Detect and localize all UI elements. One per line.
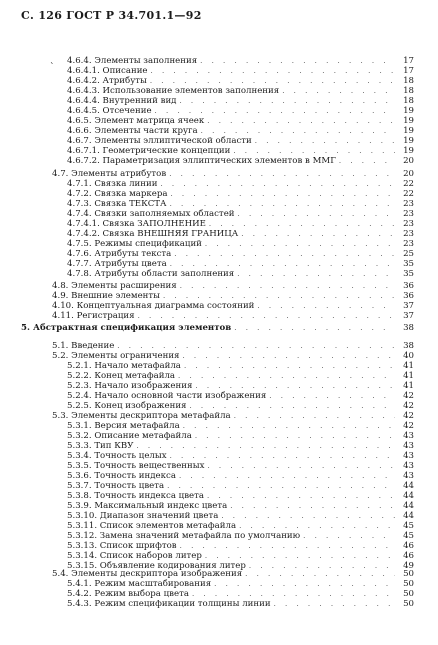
toc-entry: [67, 229, 414, 239]
toc-entry-label: 5.3.8. Точность индекса цвета: [67, 491, 204, 501]
dot-leader: [245, 569, 395, 579]
toc-entry-label: 4.6.4.2. Атрибуты: [67, 76, 147, 86]
toc-entry-label: 4.7.4.1. Связка ЗАПОЛНЕНИЕ: [67, 219, 206, 229]
toc-entry-label: 4.6.6. Элементы части круга: [67, 126, 198, 136]
toc-entry-page: 41: [403, 381, 414, 391]
dot-leader: [136, 441, 395, 451]
toc-entry-page: 37: [403, 311, 414, 321]
dot-leader: [233, 146, 395, 156]
dot-leader: [160, 179, 395, 189]
dot-leader: [207, 116, 395, 126]
toc-entry-page: 43: [403, 431, 414, 441]
dot-leader: [150, 76, 395, 86]
toc-entry-page: 17: [403, 66, 414, 76]
toc-entry-page: 35: [403, 259, 414, 269]
toc-entry-page: 42: [403, 391, 414, 401]
toc-entry-page: 45: [403, 531, 414, 541]
dot-leader: [255, 136, 395, 146]
toc-entry: [52, 301, 414, 311]
margin-mark: ˋ: [50, 63, 55, 73]
toc-entry-label: 5.2.5. Конец изображения: [67, 401, 187, 411]
toc-entry-page: 23: [403, 199, 414, 209]
dot-leader: [163, 291, 395, 301]
dot-leader: [195, 431, 395, 441]
toc-entry-label: 4.9. Внешние элементы: [52, 291, 160, 301]
toc-entry: [67, 491, 414, 501]
toc-entry-page: 49: [403, 561, 414, 571]
toc-entry: [67, 471, 414, 481]
toc-entry-label: 5.2.1. Начало метафайла: [67, 361, 181, 371]
toc-entry-page: 19: [403, 106, 414, 116]
dot-leader: [221, 511, 395, 521]
dot-leader: [167, 481, 395, 491]
toc-entry: [67, 249, 414, 259]
toc-entry-label: 4.6.7. Элементы эллиптической области: [67, 136, 252, 146]
toc-entry-page: 41: [403, 371, 414, 381]
toc-entry-label: 5.3.13. Список шрифтов: [67, 541, 177, 551]
toc-entry-label: 5.3.7. Точность цвета: [67, 481, 165, 491]
toc-entry-label: 4.7.3. Связка ТЕКСТА: [67, 199, 167, 209]
toc-entry-page: 19: [403, 116, 414, 126]
dot-leader: [209, 219, 395, 229]
toc-entry: [67, 179, 414, 189]
toc-entry: [67, 551, 414, 561]
toc-entry: [67, 259, 414, 269]
toc-entry: [67, 126, 414, 136]
toc-entry-page: 44: [403, 491, 414, 501]
toc-entry: [67, 441, 414, 451]
toc-entry-page: 19: [403, 126, 414, 136]
dot-leader: [179, 471, 395, 481]
toc-entry: [67, 136, 414, 146]
dot-leader: [117, 341, 395, 351]
toc-entry-page: 38: [403, 341, 414, 351]
toc-entry-page: 25: [403, 249, 414, 259]
toc-entry: [52, 291, 414, 301]
toc-entry-page: 50: [403, 599, 414, 609]
toc-entry-page: 37: [403, 301, 414, 311]
dot-leader: [237, 269, 395, 279]
toc-entry-label: 5.3.10. Диапазон значений цвета: [67, 511, 219, 521]
toc-entry: [67, 381, 414, 391]
toc-entry: [67, 269, 414, 279]
toc-entry-label: 5.2.2. Конец метафайла: [67, 371, 176, 381]
toc-entry: [52, 351, 414, 361]
dot-leader: [151, 66, 395, 76]
dot-leader: [282, 86, 395, 96]
toc-entry-label: 4.7.2. Связка маркера: [67, 189, 168, 199]
toc-entry-page: 40: [403, 351, 414, 361]
toc-entry-label: 5.3.3. Тип КВУ: [67, 441, 134, 451]
dot-leader: [184, 361, 395, 371]
toc-entry-label: 4.7.8. Атрибуты области заполнения: [67, 269, 235, 279]
toc-entry: [67, 589, 414, 599]
toc-entry-label: 5.2.4. Начало основной части изображения: [67, 391, 267, 401]
toc-entry: [67, 501, 414, 511]
toc-entry-page: 50: [403, 569, 414, 579]
dot-leader: [178, 371, 395, 381]
toc-entry: [52, 341, 414, 351]
toc-entry-page: 20: [403, 156, 414, 166]
dot-leader: [195, 381, 395, 391]
toc-entry: [67, 461, 414, 471]
toc-entry-label: 4.6.4.5. Отсечение: [67, 106, 152, 116]
toc-entry-page: 46: [403, 551, 414, 561]
toc-entry-page: 23: [403, 219, 414, 229]
dot-leader: [182, 351, 395, 361]
toc-entry-label: 4.6.7.2. Параметризация эллиптических элементов в ММГ: [67, 156, 336, 166]
toc-entry-page: 20: [403, 169, 414, 179]
toc-entry-label: 5.4. Элементы дескриптора изображения: [52, 569, 243, 579]
toc-entry: [52, 169, 414, 179]
toc-entry: [67, 56, 414, 66]
toc-entry-page: 19: [403, 136, 414, 146]
toc-entry-page: 41: [403, 361, 414, 371]
toc-entry: [67, 156, 414, 166]
toc-entry-page: 23: [403, 229, 414, 239]
toc-entry-label: 5.3.15. Объявление кодирования литер: [67, 561, 246, 571]
dot-leader: [189, 401, 395, 411]
dot-leader: [339, 156, 395, 166]
toc-entry-label: 4.6.5. Элемент матрица ячеек: [67, 116, 205, 126]
toc-entry-page: 43: [403, 461, 414, 471]
toc-entry-label: 5.3.4. Точность целых: [67, 451, 167, 461]
toc-entry-page: 42: [403, 411, 414, 421]
dot-leader: [155, 106, 395, 116]
toc-entry-label: 5.3.6. Точность индекса: [67, 471, 176, 481]
dot-leader: [239, 521, 395, 531]
toc-entry-label: 4.7.5. Режимы спецификаций: [67, 239, 202, 249]
toc-entry: [52, 311, 414, 321]
dot-leader: [138, 311, 395, 321]
toc-entry-page: 22: [403, 189, 414, 199]
toc-entry-page: 42: [403, 401, 414, 411]
toc-entry: [67, 116, 414, 126]
toc-entry: [67, 361, 414, 371]
toc-entry-page: 18: [403, 86, 414, 96]
toc-entry: [67, 531, 414, 541]
toc-entry: [67, 209, 414, 219]
toc-entry-label: 4.7.1. Связка линии: [67, 179, 158, 189]
toc-entry: [67, 481, 414, 491]
toc-entry-page: 46: [403, 541, 414, 551]
toc-entry: [67, 521, 414, 531]
toc-entry-label: 4.6.4.4. Внутренний вид: [67, 96, 177, 106]
toc-entry-page: 36: [403, 291, 414, 301]
dot-leader: [207, 461, 395, 471]
dot-leader: [257, 301, 395, 311]
toc-entry: [21, 323, 414, 333]
toc-entry-page: 43: [403, 451, 414, 461]
toc-entry: [67, 579, 414, 589]
toc-entry: [67, 371, 414, 381]
dot-leader: [170, 259, 395, 269]
toc-entry-label: 5.3.11. Список элементов метафайла: [67, 521, 237, 531]
toc-entry-label: 5.1. Введение: [52, 341, 115, 351]
toc-entry: [67, 599, 414, 609]
toc-entry-label: 5.3.9. Максимальный индекс цвета: [67, 501, 228, 511]
toc-entry-page: 44: [403, 501, 414, 511]
toc-entry-label: 4.7.7. Атрибуты цвета: [67, 259, 167, 269]
toc-entry: [67, 511, 414, 521]
toc-entry: [67, 199, 414, 209]
toc-entry-label: 4.7.4. Связки заполняемых областей: [67, 209, 235, 219]
dot-leader: [269, 391, 395, 401]
toc-entry-page: 45: [403, 521, 414, 531]
toc-entry-page: 23: [403, 209, 414, 219]
dot-leader: [180, 281, 395, 291]
toc-entry: [67, 451, 414, 461]
dot-leader: [174, 249, 395, 259]
toc-entry-label: 5.3.5. Точность вещественных: [67, 461, 205, 471]
toc-entry: [67, 431, 414, 441]
toc-entry: [52, 281, 414, 291]
toc-entry-label: 5.2. Элементы ограничения: [52, 351, 180, 361]
toc-entry-page: 23: [403, 239, 414, 249]
toc-entry: [67, 86, 414, 96]
dot-leader: [179, 96, 395, 106]
toc-entry-label: 5.2.3. Начало изображения: [67, 381, 193, 391]
toc-entry-label: 5.3.12. Замена значений метафайла по умолчанию: [67, 531, 301, 541]
dot-leader: [205, 239, 395, 249]
toc-entry-page: 43: [403, 471, 414, 481]
dot-leader: [180, 541, 395, 551]
dot-leader: [303, 531, 395, 541]
toc-entry-page: 38: [403, 323, 414, 333]
toc-entry: [67, 239, 414, 249]
toc-entry: [52, 411, 414, 421]
toc-entry-label: 5.3.2. Описание метафайла: [67, 431, 192, 441]
toc-entry: [67, 76, 414, 86]
toc-entry-page: 36: [403, 281, 414, 291]
toc-entry-label: 4.7.4.2. Связка ВНЕШНЯЯ ГРАНИЦА: [67, 229, 239, 239]
toc-entry-label: 5.4.3. Режим спецификации толщины линии: [67, 599, 271, 609]
dot-leader: [192, 589, 395, 599]
dot-leader: [274, 599, 395, 609]
toc-entry-page: 22: [403, 179, 414, 189]
toc-entry-page: 18: [403, 76, 414, 86]
toc-entry-page: 19: [403, 146, 414, 156]
toc-entry-label: 4.6.7.1. Геометрические концепции: [67, 146, 231, 156]
toc-entry-page: 44: [403, 481, 414, 491]
toc-entry: [67, 421, 414, 431]
toc-entry-label: 5.3. Элементы дескриптора метафайла: [52, 411, 231, 421]
dot-leader: [205, 551, 395, 561]
dot-leader: [207, 491, 395, 501]
dot-leader: [214, 579, 395, 589]
toc-entry-label: 4.8. Элементы расширения: [52, 281, 177, 291]
toc-entry-page: 35: [403, 269, 414, 279]
toc-entry: [67, 401, 414, 411]
dot-leader: [170, 199, 395, 209]
toc-entry-page: 17: [403, 56, 414, 66]
dot-leader: [170, 451, 395, 461]
toc-entry-label: 5.4.2. Режим выбора цвета: [67, 589, 189, 599]
toc-entry-label: 4.7. Элементы атрибутов: [52, 169, 167, 179]
toc-entry: [67, 189, 414, 199]
dot-leader: [230, 501, 395, 511]
dot-leader: [238, 209, 395, 219]
toc-entry: [67, 106, 414, 116]
toc-entry-page: 18: [403, 96, 414, 106]
toc-entry: [67, 219, 414, 229]
dot-leader: [234, 323, 395, 333]
toc-entry-page: 43: [403, 441, 414, 451]
toc-entry-label: 4.6.4.3. Использование элементов заполнения: [67, 86, 280, 96]
toc-entry: [67, 541, 414, 551]
toc-entry-page: 50: [403, 589, 414, 599]
toc-entry-page: 42: [403, 421, 414, 431]
toc-entry-page: 44: [403, 511, 414, 521]
toc-entry-page: 50: [403, 579, 414, 589]
toc-entry: [67, 146, 414, 156]
dot-leader: [183, 421, 395, 431]
toc-entry-label: 4.7.6. Атрибуты текста: [67, 249, 172, 259]
dot-leader: [241, 229, 395, 239]
toc-entry: [67, 96, 414, 106]
dot-leader: [200, 56, 395, 66]
dot-leader: [170, 189, 395, 199]
toc-entry-label: 4.6.4.1. Описание: [67, 66, 148, 76]
toc-entry-label: 4.11. Регистрация: [52, 311, 135, 321]
dot-leader: [234, 411, 395, 421]
toc-entry-label: 4.6.4. Элементы заполнения: [67, 56, 198, 66]
dot-leader: [201, 126, 395, 136]
toc-entry: [67, 391, 414, 401]
toc-entry-label: 5.3.14. Список наборов литер: [67, 551, 202, 561]
toc-entry-label: 4.10. Концептуальная диаграмма состояний: [52, 301, 255, 311]
toc-entry: [52, 569, 414, 579]
toc-entry-label: 5.3.1. Версия метафайла: [67, 421, 180, 431]
toc-entry-label: 5. Абстрактная спецификация элементов: [21, 323, 232, 333]
dot-leader: [169, 169, 395, 179]
toc-entry-label: 5.4.1. Режим масштабирования: [67, 579, 212, 589]
page-header: С. 126 ГОСТ Р 34.701.1—92: [21, 9, 202, 22]
toc-entry: [67, 66, 414, 76]
